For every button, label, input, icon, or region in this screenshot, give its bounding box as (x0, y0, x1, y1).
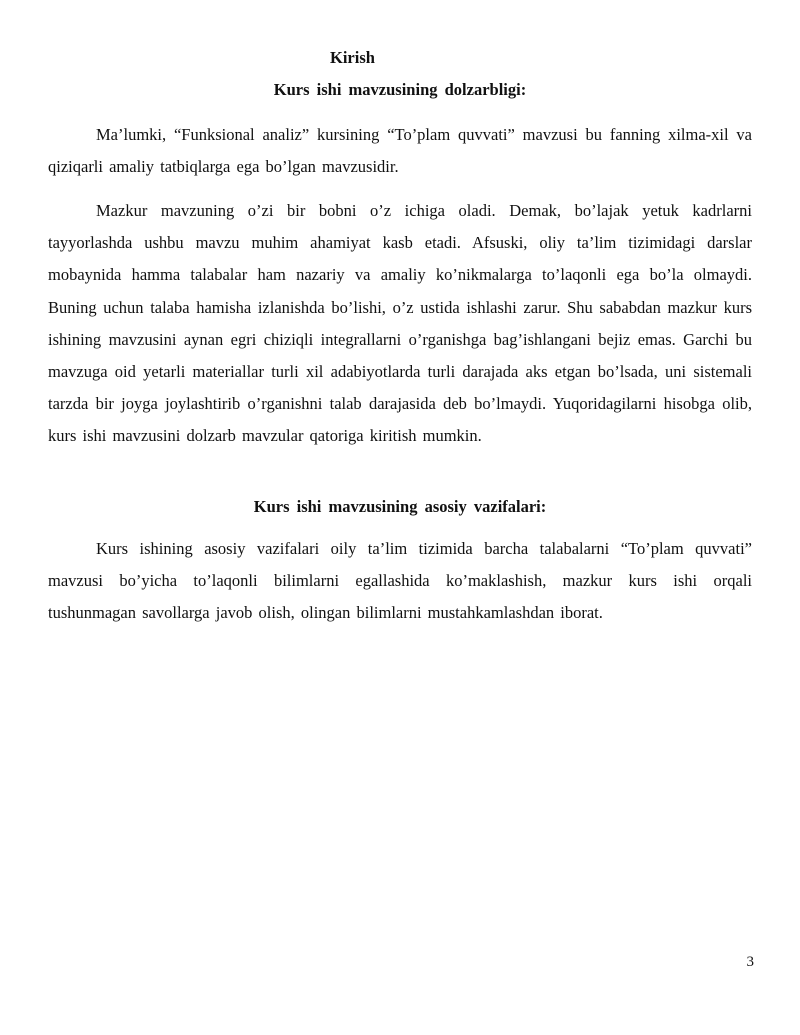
page-title: Kirish (330, 48, 375, 67)
paragraph-tasks: Kurs ishining asosiy vazifalari oily ta’lim tizimida barcha talabalarni “To’plam quvvati” mavzusi bo’yicha to’laqonli bilimlarni egallashida ko’maklashish, mazkur kurs ishi orqali tushunmagan savollarga javob olish, olingan bilimlarni mustahkamlashdan iborat. (48, 539, 752, 623)
section-heading-tasks: Kurs ishi mavzusining asosiy vazifalari: (253, 497, 547, 516)
paragraph-intro: Ma’lumki, “Funksional analiz” kursining “To’plam quvvati” mavzusi bu fanning xilma-xil va qiziqarli amaliy tatbiqlarga ega bo’lgan mavzusidir. (48, 125, 752, 177)
section-heading-relevance: Kurs ishi mavzusining dolzarbligi: (273, 80, 527, 99)
paragraph-relevance: Mazkur mavzuning o’zi bir bobni o’z ichiga oladi. Demak, bo’lajak yetuk kadrlarni tayyorlashda ushbu mavzu muhim ahamiyat kasb etadi. Afsuski, oliy ta’lim tizimidagi darslar mobaynida hamma talabalar ham nazariy va amaliy ko’nikmalarga to’laqonli ega bo’la olmaydi. Buning uchun talaba hamisha izlanishda bo’lishi, o’z ustida ishlashi zarur. Shu sababdan mazkur kurs ishining mavzusini aynan egri chiziqli integrallarni o’rganishga bag’ishlangani bejiz emas. Garchi bu mavzuga oid yetarli materiallar turli xil adabiyotlarda turli darajada aks etgan bo’lsada, uni sistemali tarzda bir joyga joylashtirib o’rganishni talab darajasida deb bo’lmaydi. Yuqoridagilarni hisobga olib, kurs ishi mavzusini dolzarb mavzular qatoriga kiritish mumkin. (48, 201, 752, 446)
page-number: 3 (746, 954, 754, 970)
